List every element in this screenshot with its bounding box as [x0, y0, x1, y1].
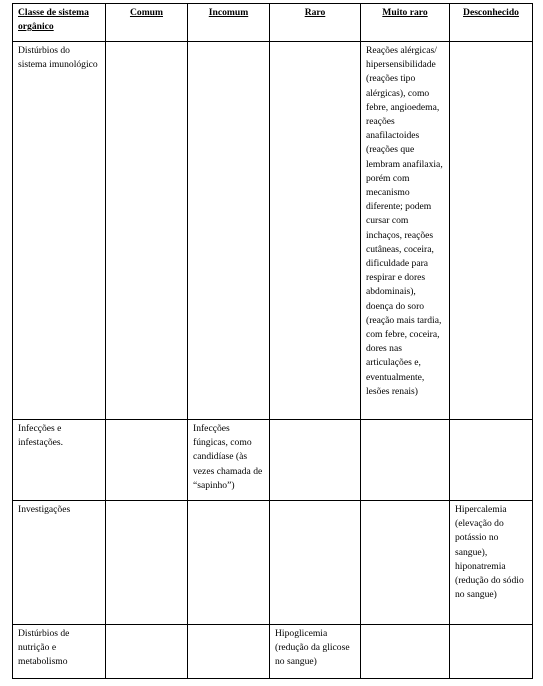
header-organ-class: Classe de sistema orgânico	[13, 4, 106, 42]
row-cell-common	[106, 420, 188, 501]
row-cell-very-rare	[361, 501, 450, 625]
table-row	[13, 625, 533, 679]
row-cell-common	[106, 501, 188, 625]
row-cell-rare	[270, 42, 361, 420]
row-cell-organ-class: Infecções e infestações.	[13, 420, 106, 501]
header-very-rare: Muito raro	[361, 4, 450, 42]
row-cell-very-rare: Reações alérgicas/ hipersensibilidade (reações tipo alérgicas), como febre, angioedema, reações anafilactoides (reações que lembram anafilaxia, porém com mecanismo diferente; podem cursar com inchaços, reações cutâneas, coceira, dificuldade para respirar e dores abdominais), doença do soro (reação mais tardia, com febre, coceira, dores nas articulações e, eventualmente, lesões renais)	[361, 42, 450, 420]
row-cell-uncommon	[188, 625, 270, 679]
row-cell-organ-class: Distúrbios do sistema imunológico	[13, 42, 106, 420]
header-unknown: Desconhecido	[450, 4, 533, 42]
row-cell-rare	[270, 420, 361, 501]
row-cell-organ-class: Distúrbios de nutrição e metabolismo	[13, 625, 106, 679]
row-cell-common	[106, 42, 188, 420]
row-cell-common	[106, 625, 188, 679]
table-row	[13, 420, 533, 501]
table-header-row	[13, 4, 533, 42]
row-cell-organ-class: Investigações	[13, 501, 106, 625]
row-cell-uncommon	[188, 501, 270, 625]
row-cell-rare	[270, 501, 361, 625]
header-common: Comum	[106, 4, 188, 42]
row-cell-unknown	[450, 625, 533, 679]
row-cell-uncommon: Infecções fúngicas, como candidíase (às vezes chamada de “sapinho”)	[188, 420, 270, 501]
adverse-reactions-table	[12, 3, 533, 679]
row-cell-unknown: Hipercalemia (elevação do potássio no sangue), hiponatremia (redução do sódio no sangue)	[450, 501, 533, 625]
row-cell-uncommon	[188, 42, 270, 420]
header-uncommon: Incomum	[188, 4, 270, 42]
header-rare: Raro	[270, 4, 361, 42]
table-row	[13, 42, 533, 420]
row-cell-very-rare	[361, 625, 450, 679]
table-row	[13, 501, 533, 625]
row-cell-very-rare	[361, 420, 450, 501]
row-cell-rare: Hipoglicemia (redução da glicose no sangue)	[270, 625, 361, 679]
row-cell-unknown	[450, 420, 533, 501]
row-cell-unknown	[450, 42, 533, 420]
